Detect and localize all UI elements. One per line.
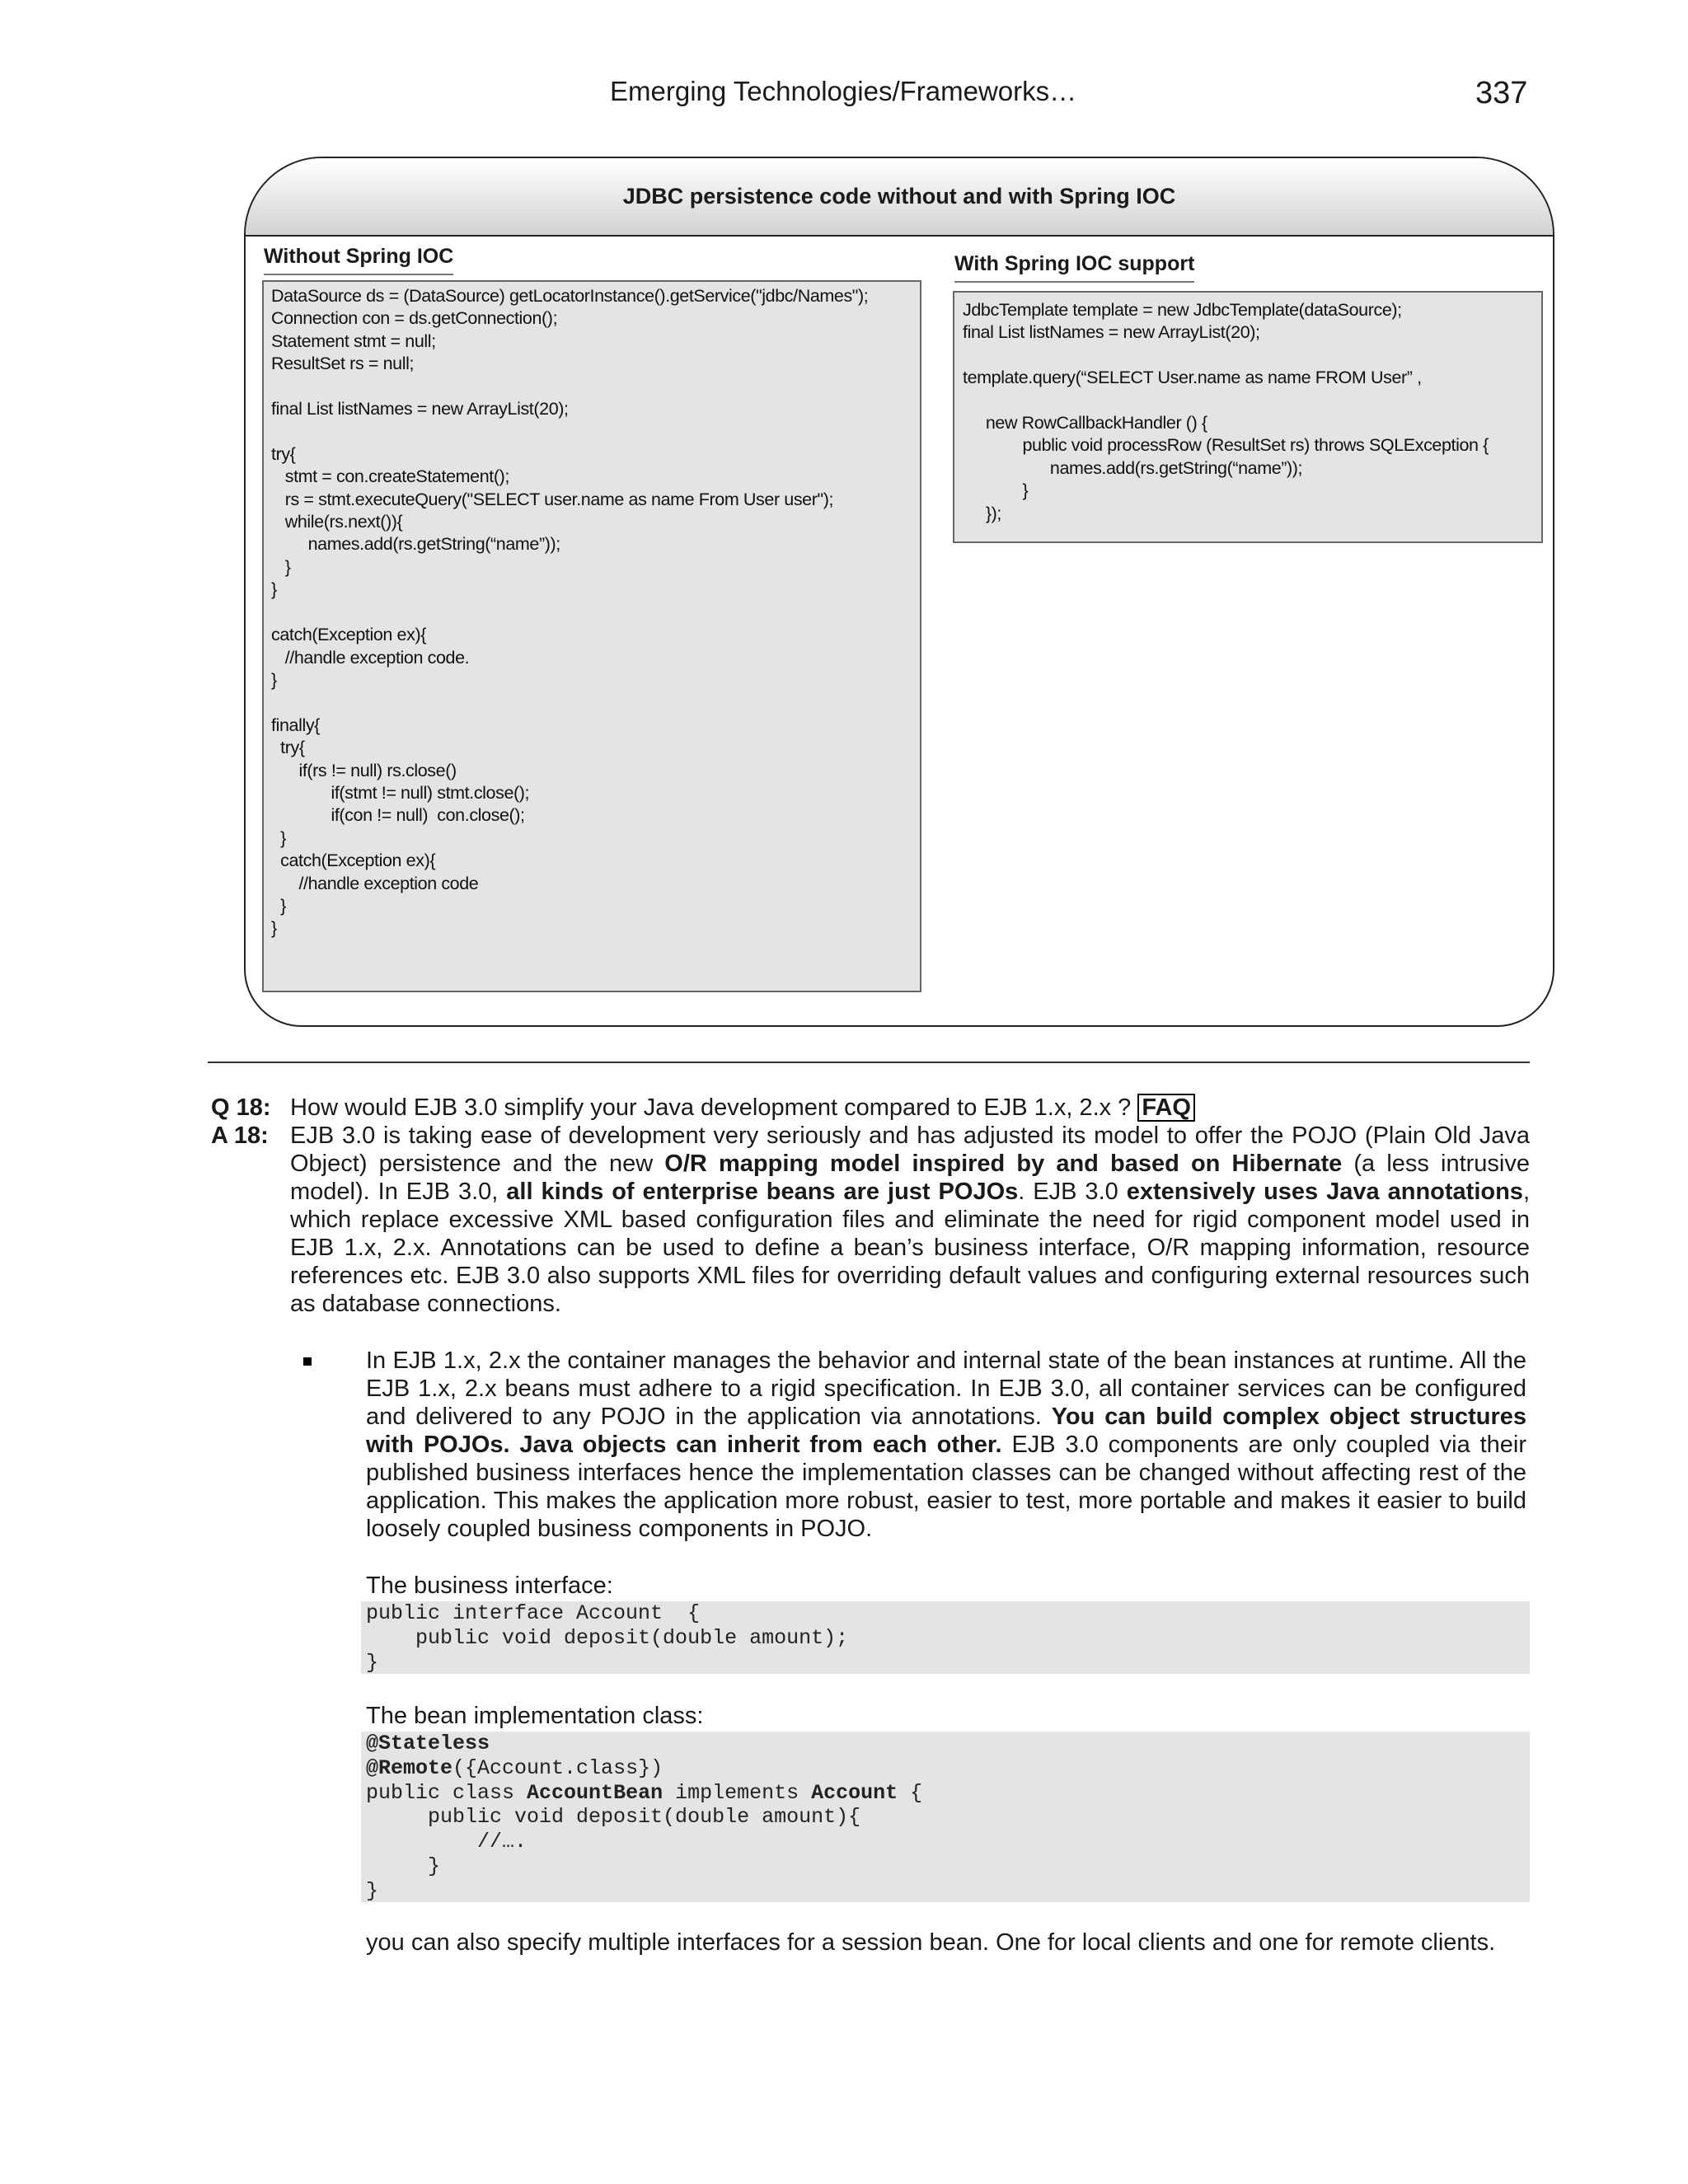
panel-title: JDBC persistence code without and with Spring IOC bbox=[622, 184, 1176, 209]
bean-impl-code: @Stateless @Remote({Account.class}) public class AccountBean implements Account { public void deposit(double amount){ //…. } } bbox=[366, 1732, 923, 1903]
answer-label: A 18: bbox=[211, 1122, 269, 1149]
with-ioc-code: JdbcTemplate template = new JdbcTemplate(dataSource); final List listNames = new ArrayList(20); template.query(“SELECT User.name as name FROM User” , new RowCallbackHandler () { public void processRow (ResultSet rs) throws SQLException { names.add(rs.getString(“name”)); } }); bbox=[963, 300, 1489, 523]
without-ioc-code: DataSource ds = (DataSource) getLocatorInstance().getService("jdbc/Names"); Connection con = ds.getConnection(); Statement stmt = null; ResultSet rs = null; final List listNames = new ArrayList(20); try{ stmt = con.createStatement(); rs = stmt.executeQuery("SELECT user.name as name From User user"); while(rs.next()){ names.add(rs.getString(“name”)); } } catch(Exception ex){ //handle exception code. } finally{ try{ if(rs != null) rs.close() if(stmt != null) stmt.close(); if(con != null) con.close(); } catch(Exception ex){ //handle exception code } } bbox=[271, 286, 869, 939]
faq-badge: FAQ bbox=[1137, 1094, 1195, 1122]
panel-header bbox=[246, 158, 1553, 237]
without-ioc-code-box bbox=[262, 280, 921, 992]
business-interface-code: public interface Account { public void deposit(double amount); } bbox=[366, 1601, 849, 1675]
left-heading: Without Spring IOC bbox=[264, 245, 453, 275]
business-interface-label: The business interface: bbox=[366, 1572, 613, 1599]
question-label: Q 18: bbox=[211, 1094, 271, 1121]
closing-text: you can also specify multiple interfaces for a session bean. One for local clients and one for remote clients. bbox=[366, 1929, 1496, 1956]
bean-impl-code-box bbox=[361, 1732, 1530, 1902]
bullet-item bbox=[303, 1347, 1526, 1543]
comparison-panel bbox=[244, 157, 1554, 1027]
question-text bbox=[290, 1094, 1530, 1122]
bullet-text: In EJB 1.x, 2.x the container manages the behavior and internal state of the bean instances at runtime. All the EJB 1.x, 2.x beans must adhere to a rigid specification. In EJB 3.0, all container services can be configured and delivered to any POJO in the application via annotations. You can build complex object structures with POJOs. Java objects can inherit from each other. EJB 3.0 components are only coupled via their published business interfaces hence the implementation classes can be changed without affecting rest of the application. This makes the application more robust, easier to test, more portable and makes it easier to build loosely coupled business components in POJO. bbox=[366, 1347, 1526, 1542]
question-body: How would EJB 3.0 simplify your Java development compared to EJB 1.x, 2.x ? bbox=[290, 1094, 1132, 1121]
bullet-marker bbox=[303, 1357, 312, 1366]
qa-block bbox=[211, 1094, 1530, 1318]
business-interface-code-box bbox=[361, 1601, 1530, 1674]
bean-impl-label: The bean implementation class: bbox=[366, 1703, 704, 1729]
section-divider bbox=[208, 1062, 1530, 1063]
answer-text: EJB 3.0 is taking ease of development very seriously and has adjusted its model to offer the POJO (Plain Old Java Object) persistence and the new O/R mapping model inspired by and based on Hibernate (a less intrusive model). In EJB 3.0, all kinds of enterprise beans are just POJOs. EJB 3.0 extensively uses Java annotations, which replace excessive XML based configuration files and eliminate the need for rigid component model used in EJB 1.x, 2.x. Annotations can be used to define a bean’s business interface, O/R mapping information, resource references etc. EJB 3.0 also supports XML files for overriding default values and configuring external resources such as database connections. bbox=[290, 1122, 1530, 1317]
page-number: 337 bbox=[1475, 76, 1528, 110]
with-ioc-code-box bbox=[953, 291, 1543, 543]
question-row bbox=[211, 1094, 1530, 1122]
right-heading: With Spring IOC support bbox=[954, 252, 1194, 283]
running-title: Emerging Technologies/Frameworks… bbox=[610, 76, 1077, 106]
answer-row bbox=[211, 1122, 1530, 1318]
